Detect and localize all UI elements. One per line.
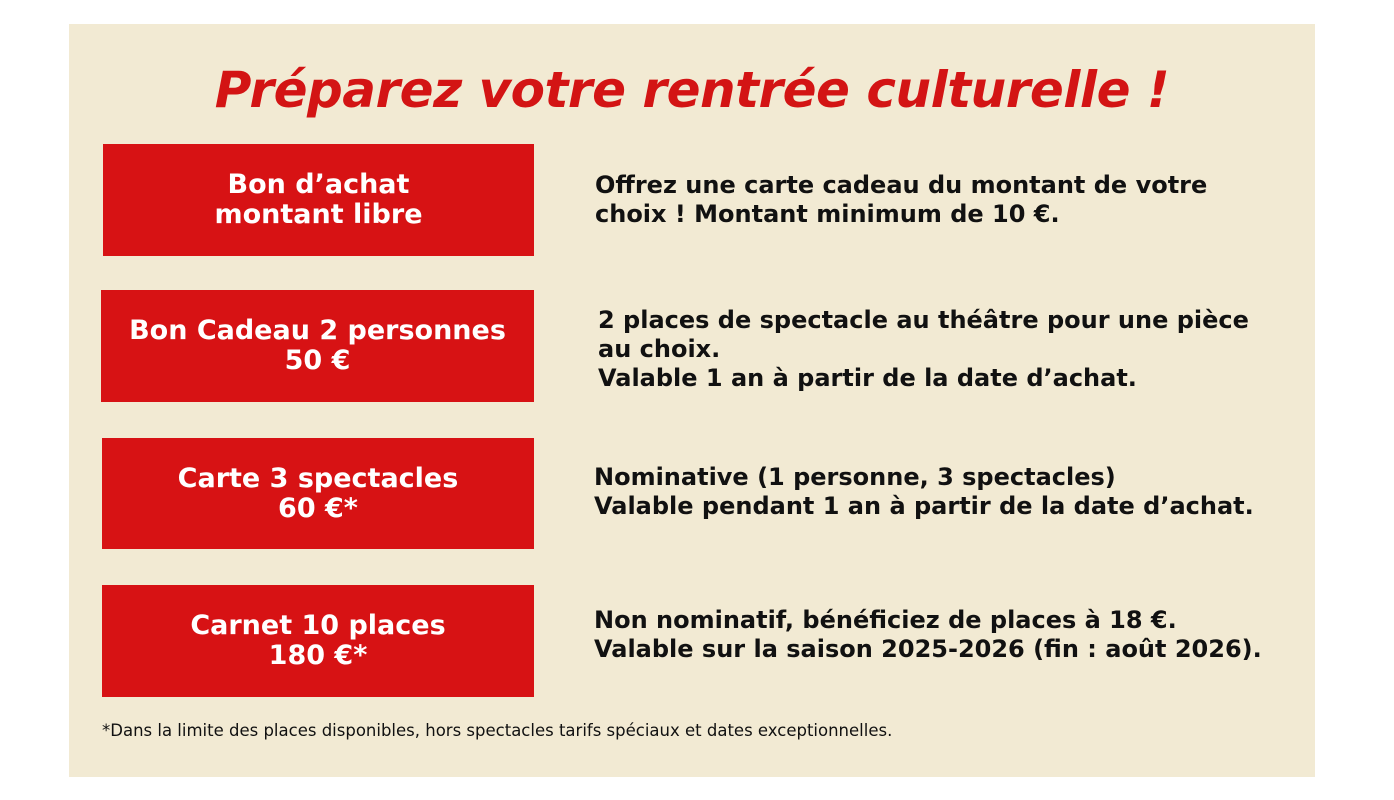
offer-name-box-three-shows-card — [102, 438, 534, 549]
offer-name-line: Carnet 10 places — [190, 610, 446, 641]
promo-panel — [69, 24, 1315, 777]
offer-name-line: Bon d’achat — [227, 169, 410, 200]
offer-description-line: Non nominatif, bénéficiez de places à 18 €. — [594, 606, 1177, 634]
offer-description-line: Valable pendant 1 an à partir de la date d’achat. — [594, 492, 1254, 520]
offer-description-line: Valable sur la saison 2025-2026 (fin : août 2026). — [594, 635, 1262, 663]
offer-description-gift-voucher — [595, 171, 1207, 229]
offer-description-line: choix ! Montant minimum de 10 €. — [595, 200, 1060, 228]
offer-description-line: Offrez une carte cadeau du montant de votre — [595, 171, 1208, 199]
offer-name-box-ten-places-book — [102, 585, 534, 697]
page-title: Préparez votre rentrée culturelle ! — [214, 61, 1170, 119]
footnote: *Dans la limite des places disponibles, hors spectacles tarifs spéciaux et dates exceptionnelles. — [102, 721, 893, 740]
offer-name-line: Carte 3 spectacles — [177, 462, 459, 494]
offer-name-line: montant libre — [214, 199, 423, 230]
offer-name-line: 60 €* — [278, 492, 358, 524]
offer-name-line: 50 € — [284, 345, 351, 376]
offer-description-line: 2 places de spectacle au théâtre pour une pièce — [598, 306, 1249, 334]
offer-description-line: Valable 1 an à partir de la date d’achat. — [598, 364, 1137, 392]
offer-description-line: Nominative (1 personne, 3 spectacles) — [594, 463, 1116, 491]
offer-name-box-gift-voucher — [103, 144, 534, 256]
offer-description-three-shows-card — [594, 463, 1254, 521]
offer-name-line: Bon Cadeau 2 personnes — [129, 315, 506, 346]
offer-name-box-gift-for-two — [101, 290, 534, 402]
offer-name-line: 180 €* — [268, 640, 368, 671]
offer-description-line: au choix. — [598, 335, 721, 363]
offer-description-gift-for-two — [598, 306, 1249, 393]
offer-description-ten-places-book — [594, 606, 1262, 664]
